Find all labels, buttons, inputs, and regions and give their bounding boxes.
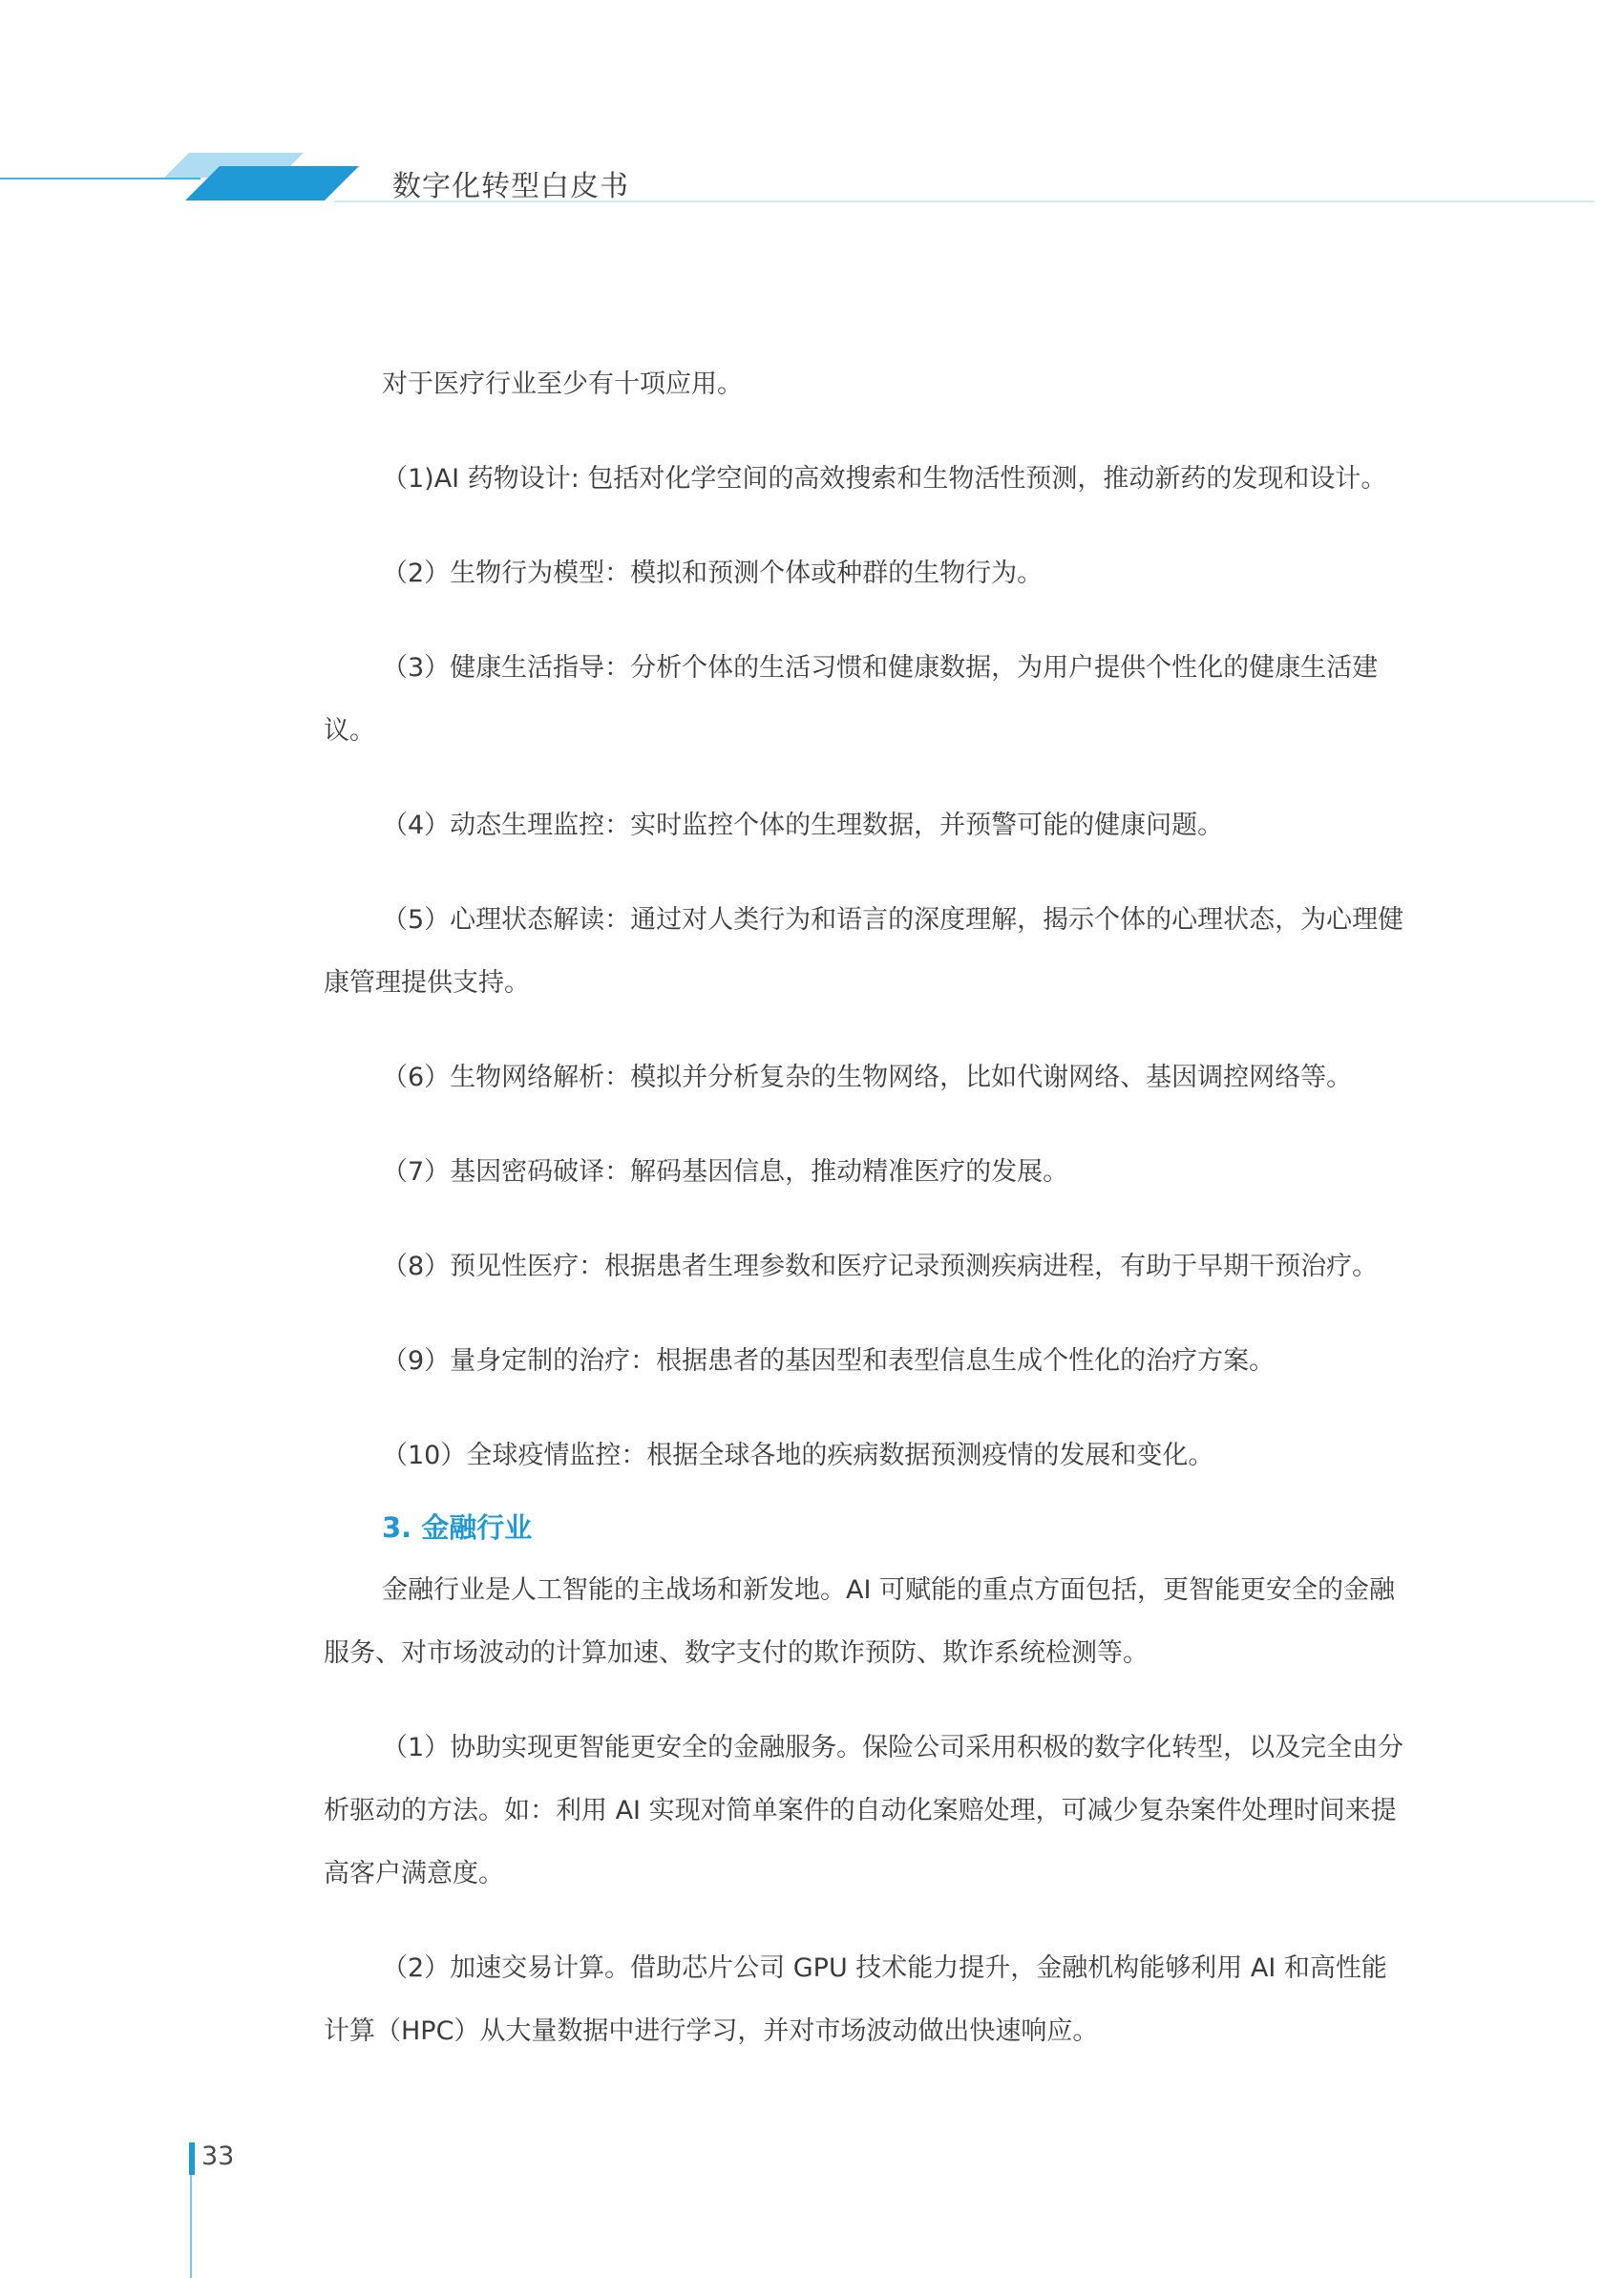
page-body (324, 353, 1404, 2063)
finance-intro-paragraph: 金融行业是人工智能的主战场和新发地。AI 可赋能的重点方面包括，更智能更安全的金融服务、对市场波动的计算加速、数字支付的欺诈预防、欺诈系统检测等。 (324, 1575, 1396, 1668)
section-heading-finance: 3. 金融行业 (382, 1511, 533, 1544)
page-number-marker (189, 2142, 195, 2175)
finance-item-2: （2）加速交易计算。借助芯片公司 GPU 技术能力提升，金融机构能够利用 AI 和高性能计算（HPC）从大量数据中进行学习，并对市场波动做出快速响应。 (324, 1953, 1387, 2046)
medical-item-8: （8）预见性医疗：根据患者生理参数和医疗记录预测疾病进程，有助于早期干预治疗。 (382, 1252, 1379, 1281)
medical-item-6: （6）生物网络解析：模拟并分析复杂的生物网络，比如代谢网络、基因调控网络等。 (382, 1063, 1353, 1092)
footer-vertical-rule (190, 2175, 192, 2278)
intro-paragraph: 对于医疗行业至少有十项应用。 (382, 369, 743, 399)
medical-item-10: （10）全球疫情监控：根据全球各地的疾病数据预测疫情的发展和变化。 (382, 1441, 1214, 1470)
medical-item-7: （7）基因密码破译：解码基因信息，推动精准医疗的发展。 (382, 1157, 1069, 1187)
medical-item-1: （1)AI 药物设计: 包括对化学空间的高效搜索和生物活性预测，推动新药的发现和设计。 (382, 464, 1387, 494)
medical-item-9: （9）量身定制的治疗：根据患者的基因型和表型信息生成个性化的治疗方案。 (382, 1346, 1276, 1376)
medical-item-5: （5）心理状态解读：通过对人类行为和语言的深度理解，揭示个体的心理状态，为心理健康管理提供支持。 (324, 905, 1404, 998)
medical-item-4: （4）动态生理监控：实时监控个体的生理数据，并预警可能的健康问题。 (382, 811, 1224, 840)
finance-item-1: （1）协助实现更智能更安全的金融服务。保险公司采用积极的数字化转型，以及完全由分析驱动的方法。如：利用 AI 实现对简单案件的自动化案赔处理，可减少复杂案件处理时间来提高客户满意度。 (324, 1733, 1404, 1888)
medical-item-3: （3）健康生活指导：分析个体的生活习惯和健康数据，为用户提供个性化的健康生活建议。 (324, 653, 1379, 746)
medical-item-2: （2）生物行为模型：模拟和预测个体或种群的生物行为。 (382, 559, 1044, 588)
document-title: 数字化转型白皮书 (392, 170, 629, 203)
page-number: 33 (201, 2141, 235, 2171)
header-left-rule (0, 178, 200, 179)
